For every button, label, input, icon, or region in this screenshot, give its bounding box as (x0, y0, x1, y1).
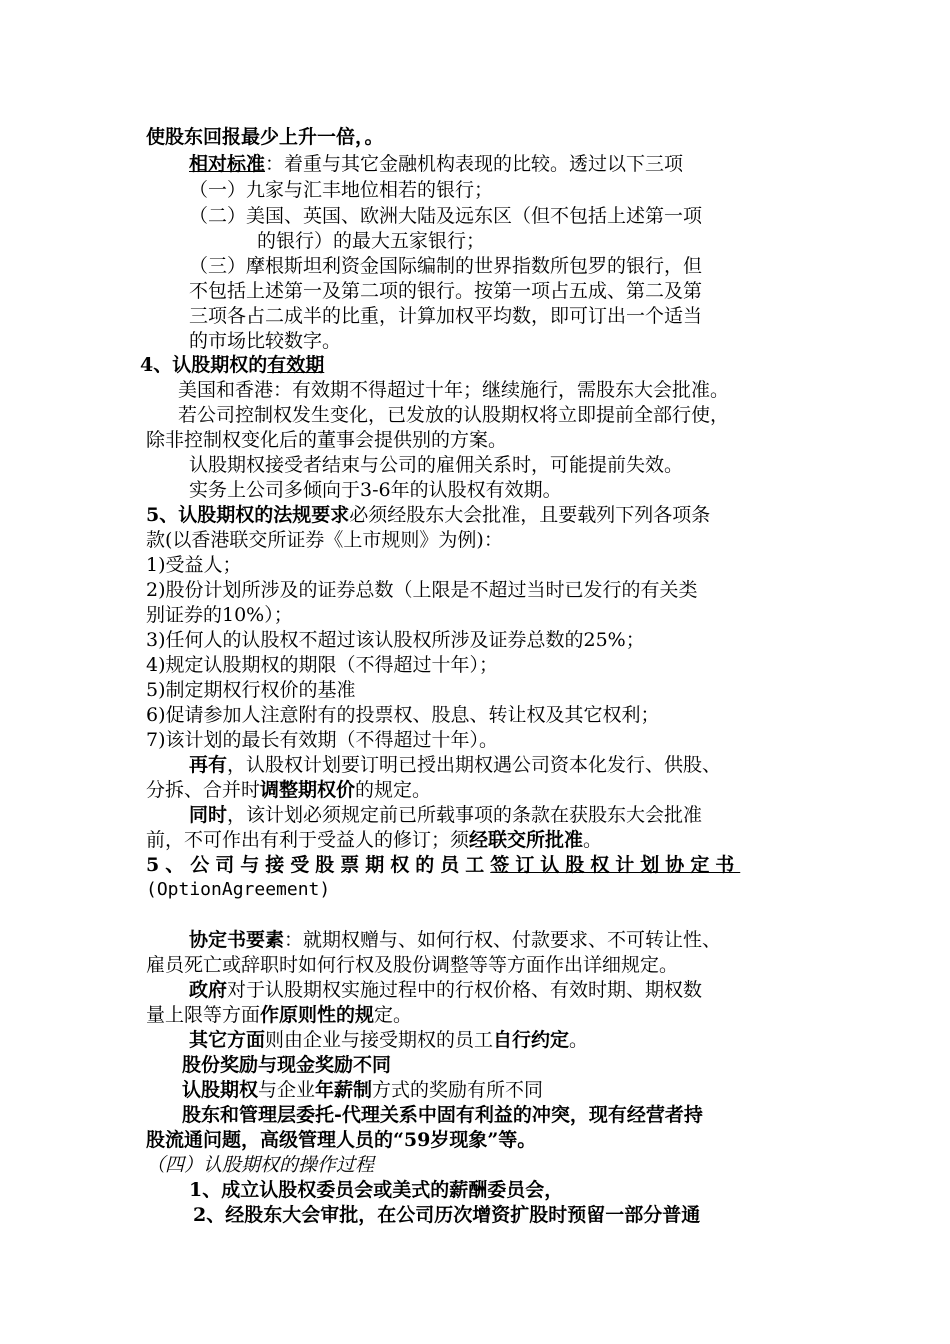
text-line: 若公司控制权发生变化，已发放的认股期权将立即提前全部行使， (178, 404, 730, 426)
text-line: 股份奖励与现金奖励不同 (182, 1054, 392, 1076)
text-line: 政府对于认股期权实施过程中的行权价格、有效时期、期权数 (189, 979, 703, 1001)
section-heading: （四）认股期权的操作过程 (146, 1154, 375, 1176)
text-line: 认股期权与企业年薪制方式的奖励有所不同 (182, 1079, 544, 1101)
text-line: （二）美国、英国、欧洲大陆及远东区（但不包括上述第一项 (189, 205, 703, 227)
list-item: 1)受益人； (146, 554, 242, 576)
text-line: 款(以香港联交所证券《上市规则》为例)： (146, 529, 503, 551)
text-line: 的市场比较数字。 (189, 330, 342, 352)
text-line: （三）摩根斯坦利资金国际编制的世界指数所包罗的银行，但 (189, 255, 703, 277)
text-line: 2、经股东大会审批，在公司历次增资扩股时预留一部分普通 (193, 1204, 701, 1226)
text-line: 1、成立认股权委员会或美式的薪酬委员会， (189, 1179, 564, 1201)
text-line: 股流通问题，高级管理人员的“59岁现象”等。 (146, 1129, 537, 1151)
text-line: （一）九家与汇丰地位相若的银行； (189, 179, 494, 201)
list-item: 6)促请参加人注意附有的投票权、股息、转让权及其它权利； (146, 704, 660, 726)
list-item: 7)该计划的最长有效期（不得超过十年）。 (146, 729, 499, 751)
text-line: (OptionAgreement) (146, 879, 331, 900)
text-line: 认股期权接受者结束与公司的雇佣关系时，可能提前失效。 (189, 454, 684, 476)
text-line: 的银行）的最大五家银行； (257, 230, 486, 252)
text-line: 前，不可作出有利于受益人的修订；须经联交所批准。 (146, 829, 603, 851)
section-heading: 5、认股期权的法规要求必须经股东大会批准，且要载列下列各项条 (146, 504, 711, 526)
list-item: 4)规定认股期权的期限（不得超过十年）； (146, 654, 499, 676)
text-line: 三项各占二成半的比重，计算加权平均数，即可订出一个适当 (189, 305, 703, 327)
text-line: 美国和香港：有效期不得超过十年；继续施行，需股东大会批准。 (178, 379, 730, 401)
text-line: 股东和管理层委托-代理关系中固有利益的冲突，现有经营者持 (182, 1104, 703, 1126)
list-item: 2)股份计划所涉及的证券总数（上限是不超过当时已发行的有关类 (146, 579, 698, 601)
text-line: 雇员死亡或辞职时如何行权及股份调整等等方面作出详细规定。 (146, 954, 679, 976)
text-line: 不包括上述第一及第二项的银行。按第一项占五成、第二及第 (189, 280, 703, 302)
text-line: 除非控制权变化后的董事会提供别的方案。 (146, 429, 508, 451)
list-item: 别证券的10%）； (146, 604, 293, 626)
text-line: 再有，认股权计划要订明已授出期权遇公司资本化发行、供股、 (189, 754, 722, 776)
list-item: 3)任何人的认股权不超过该认股权所涉及证券总数的25%； (146, 629, 645, 651)
text-line: 同时，该计划必须规定前已所载事项的条款在获股东大会批准 (189, 804, 703, 826)
list-item: 5)制定期权行权价的基准 (146, 679, 356, 701)
text-line: 分拆、合并时调整期权价的规定。 (146, 779, 432, 801)
text-line: 使股东回报最少上升一倍，。 (146, 126, 384, 148)
text-line: 相对标准：着重与其它金融机构表现的比较。透过以下三项 (189, 153, 684, 175)
section-heading: 5、公司与接受股票期权的员工签订认股权计划协定书 (146, 854, 741, 876)
text-line: 协定书要素：就期权赠与、如何行权、付款要求、不可转让性、 (189, 929, 722, 951)
text-line: 实务上公司多倾向于3-6年的认股权有效期。 (189, 479, 562, 501)
section-heading: 4、认股期权的有效期 (140, 354, 325, 376)
text-line: 量上限等方面作原则性的规定。 (146, 1004, 413, 1026)
text-line: 其它方面则由企业与接受期权的员工自行约定。 (189, 1029, 589, 1051)
